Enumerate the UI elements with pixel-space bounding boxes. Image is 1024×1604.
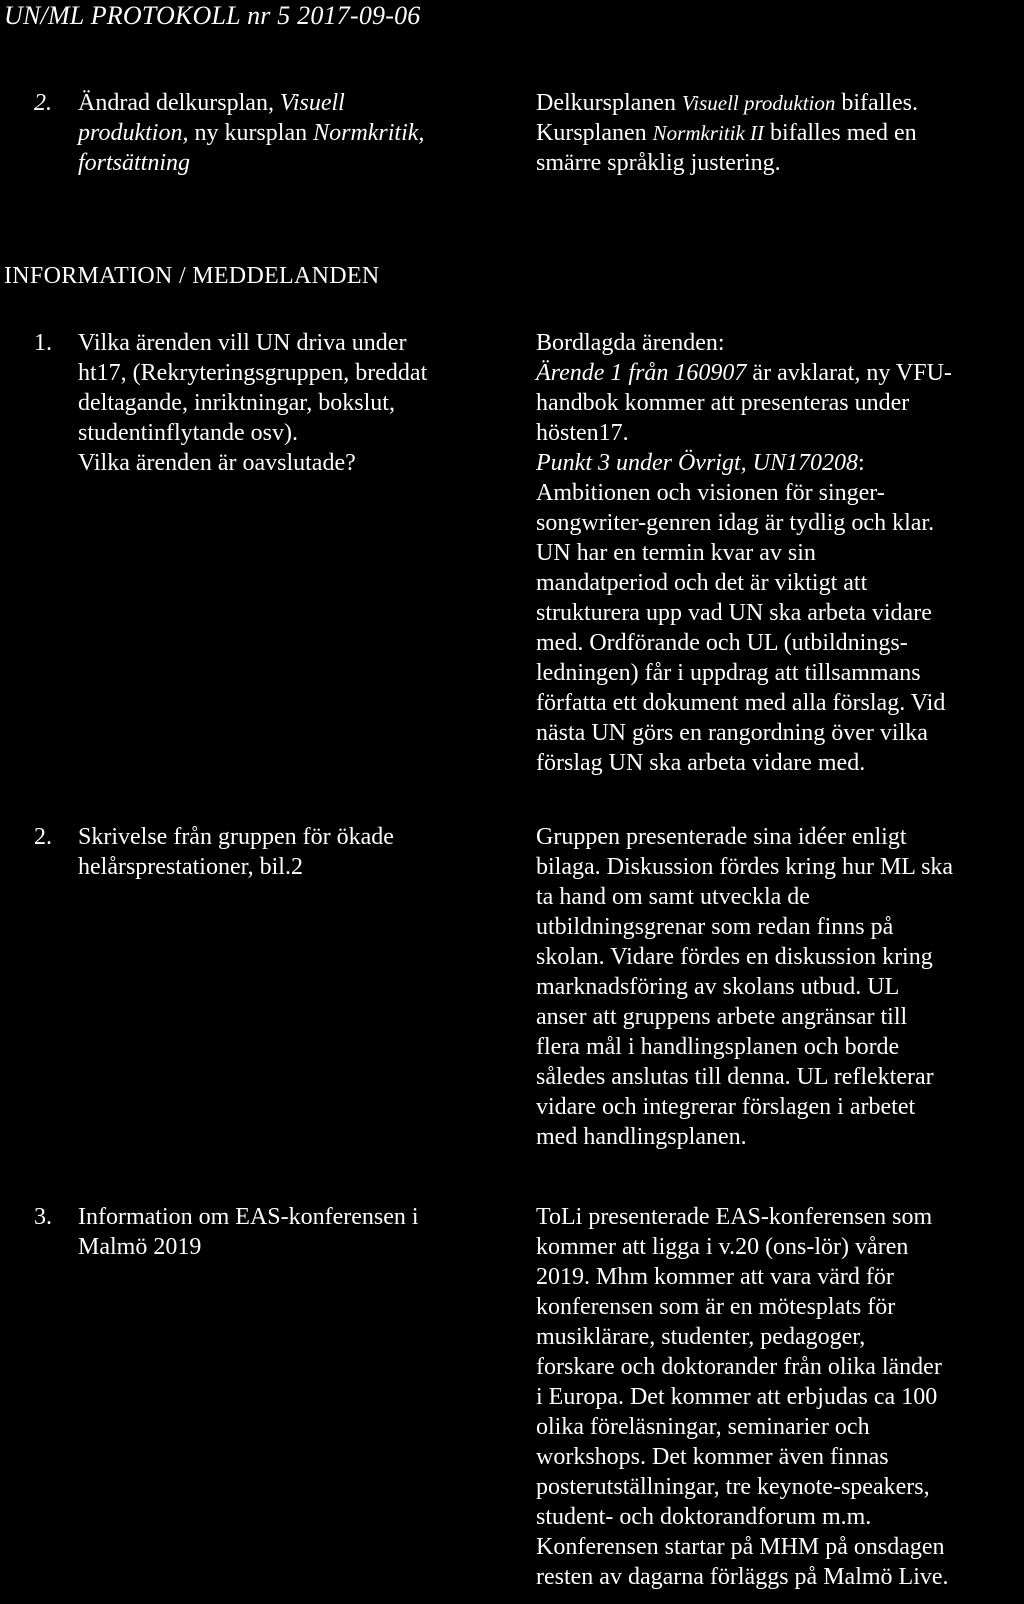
protocol-header: UN/ML PROTOKOLL nr 5 2017-09-06 bbox=[4, 1, 421, 30]
item-notes: ToLi presenterade EAS-konferensen som kommer att ligga i v.20 (ons-lör) våren 2019. Mhm kommer att vara värd för konferensen som är en mötesplats för musiklärare, studenter, pedagoger, forskare och doktorander från olika länder i Europa. Det kommer att erbjudas ca 100 olika föreläsningar, seminarier och workshops. Det kommer även finnas posterutställningar, tre keynote-speakers, student- och doktorandforum m.m. Konferensen startar på MHM på onsdagen resten av dagarna förläggs på Malmö Live. bbox=[536, 1204, 949, 1590]
item-number: 1. bbox=[34, 330, 52, 356]
item-title: Vilka ärenden vill UN driva under ht17, (Rekryteringsgruppen, breddat deltagande, inriktningar, bokslut, studentinflytande osv). Vilka ärenden är oavslutade? bbox=[78, 330, 428, 476]
item-number: 2. bbox=[34, 90, 52, 116]
item-decision: Delkursplanen Visuell produktion bifalles. Kursplanen Normkritik II bifalles med en smärre språklig justering. bbox=[536, 90, 919, 176]
item-number: 2. bbox=[34, 824, 52, 850]
item-title: Skrivelse från gruppen för ökade helårsprestationer, bil.2 bbox=[78, 824, 394, 880]
item-number: 3. bbox=[34, 1204, 52, 1230]
item-title: Information om EAS-konferensen i Malmö 2019 bbox=[78, 1204, 419, 1260]
item-notes: Gruppen presenterade sina idéer enligt bilaga. Diskussion fördes kring hur ML ska ta hand om samt utveckla de utbildningsgrenar som redan finns på skolan. Vidare fördes en diskussion kring marknadsföring av skolans utbud. UL anser att gruppens arbete angränsar till flera mål i handlingsplanen och borde således anslutas till denna. UL reflekterar vidare och integrerar förslagen i arbetet med handlingsplanen. bbox=[536, 824, 954, 1150]
section-heading: INFORMATION / MEDDELANDEN bbox=[4, 263, 380, 289]
item-notes: Bordlagda ärenden: Ärende 1 från 160907 är avklarat, ny VFU- handbok kommer att presenteras under hösten17. Punkt 3 under Övrigt, UN170208: Ambitionen och visionen för singer- songwriter-genren idag är tydlig och klar. UN har en termin kvar av sin mandatperiod och det är viktigt att strukturera upp vad UN ska arbeta vidare med. Ordförande och UL (utbildnings- ledningen) får i uppdrag att tillsammans författa ett dokument med alla förslag. Vid nästa UN görs en rangordning över vilka förslag UN ska arbeta vidare med. bbox=[536, 330, 952, 776]
item-title: Ändrad delkursplan, Visuell produktion, ny kursplan Normkritik, fortsättning bbox=[78, 90, 425, 176]
